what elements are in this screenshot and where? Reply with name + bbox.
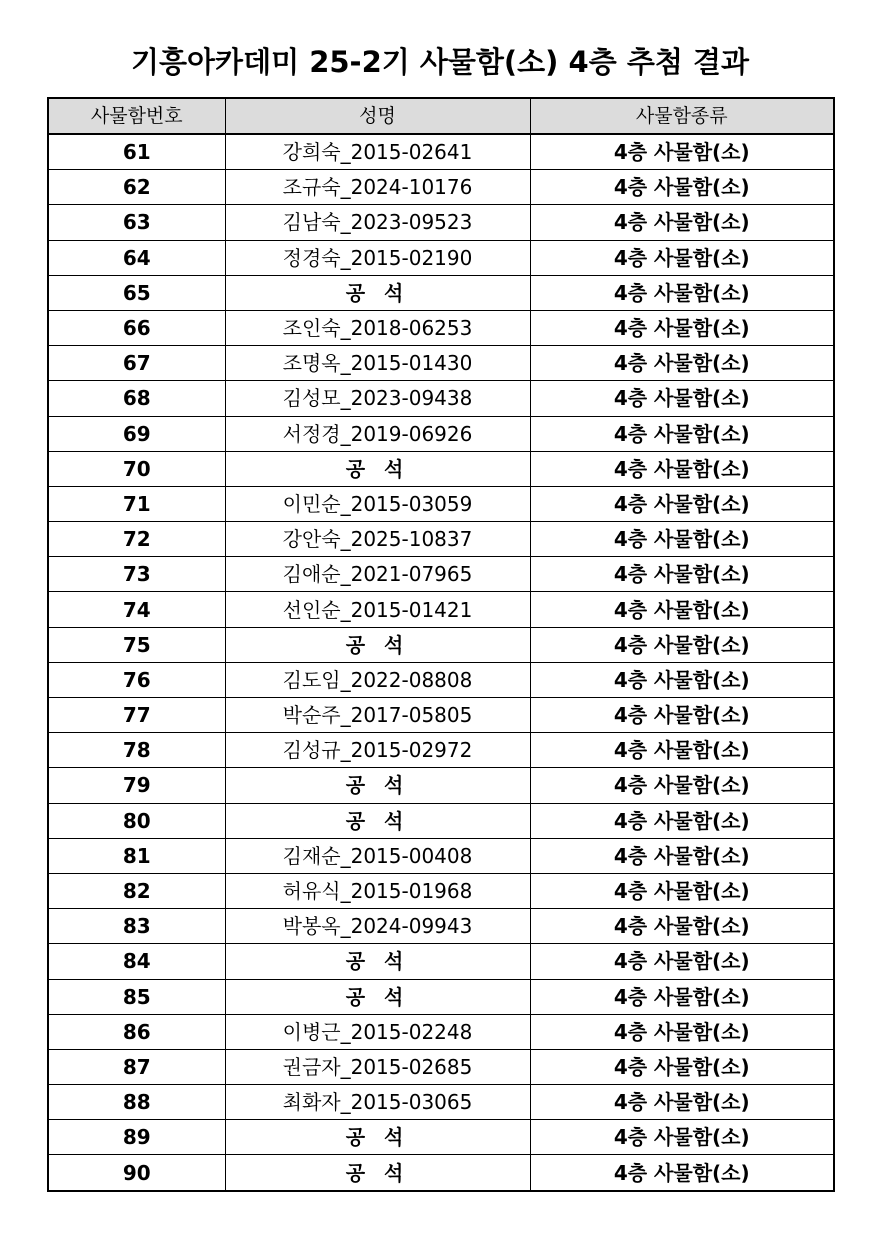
- member-name-cell: 강희숙_2015-02641: [225, 134, 530, 170]
- table-row: [48, 451, 834, 486]
- vacant-cell: 공 석: [225, 275, 530, 310]
- locker-type-cell: 4층 사물함(소): [530, 416, 834, 451]
- table-row: [48, 557, 834, 592]
- locker-type-cell: 4층 사물함(소): [530, 134, 834, 170]
- locker-type-cell: 4층 사물함(소): [530, 240, 834, 275]
- member-name-cell: 허유식_2015-01968: [225, 873, 530, 908]
- vacant-cell: 공 석: [225, 768, 530, 803]
- table-row: [48, 873, 834, 908]
- locker-type-cell: 4층 사물함(소): [530, 838, 834, 873]
- table-row: [48, 1049, 834, 1084]
- locker-number-cell: 64: [48, 240, 225, 275]
- header-locker-number: 사물함번호: [48, 98, 225, 134]
- locker-type-cell: 4층 사물함(소): [530, 979, 834, 1014]
- table-row: [48, 768, 834, 803]
- member-name-cell: 조명옥_2015-01430: [225, 346, 530, 381]
- table-row: [48, 205, 834, 240]
- table-row: [48, 275, 834, 310]
- member-name-cell: 권금자_2015-02685: [225, 1049, 530, 1084]
- locker-type-cell: 4층 사물함(소): [530, 451, 834, 486]
- member-name-cell: 이민순_2015-03059: [225, 486, 530, 521]
- member-name-cell: 김성규_2015-02972: [225, 733, 530, 768]
- member-name-cell: 이병근_2015-02248: [225, 1014, 530, 1049]
- locker-type-cell: 4층 사물함(소): [530, 909, 834, 944]
- locker-number-cell: 67: [48, 346, 225, 381]
- locker-number-cell: 72: [48, 522, 225, 557]
- locker-type-cell: 4층 사물함(소): [530, 627, 834, 662]
- locker-type-cell: 4층 사물함(소): [530, 557, 834, 592]
- vacant-cell: 공 석: [225, 1120, 530, 1155]
- table-row: [48, 592, 834, 627]
- table-row: [48, 1120, 834, 1155]
- member-name-cell: 조규숙_2024-10176: [225, 170, 530, 205]
- locker-type-cell: 4층 사물함(소): [530, 944, 834, 979]
- member-name-cell: 정경숙_2015-02190: [225, 240, 530, 275]
- locker-number-cell: 86: [48, 1014, 225, 1049]
- member-name-cell: 서정경_2019-06926: [225, 416, 530, 451]
- vacant-cell: 공 석: [225, 1155, 530, 1191]
- locker-number-cell: 87: [48, 1049, 225, 1084]
- locker-number-cell: 63: [48, 205, 225, 240]
- locker-number-cell: 77: [48, 698, 225, 733]
- page-title: 기흥아카데미 25-2기 사물함(소) 4층 추첨 결과: [131, 45, 749, 79]
- locker-type-cell: 4층 사물함(소): [530, 803, 834, 838]
- table-row: [48, 979, 834, 1014]
- locker-type-cell: 4층 사물함(소): [530, 873, 834, 908]
- table-row: [48, 310, 834, 345]
- locker-number-cell: 70: [48, 451, 225, 486]
- locker-type-cell: 4층 사물함(소): [530, 592, 834, 627]
- table-row: [48, 627, 834, 662]
- locker-number-cell: 65: [48, 275, 225, 310]
- member-name-cell: 김성모_2023-09438: [225, 381, 530, 416]
- locker-type-cell: 4층 사물함(소): [530, 768, 834, 803]
- member-name-cell: 김도임_2022-08808: [225, 662, 530, 697]
- vacant-cell: 공 석: [225, 979, 530, 1014]
- locker-type-cell: 4층 사물함(소): [530, 1155, 834, 1191]
- table-row: [48, 1085, 834, 1120]
- locker-type-cell: 4층 사물함(소): [530, 381, 834, 416]
- member-name-cell: 김남숙_2023-09523: [225, 205, 530, 240]
- member-name-cell: 박봉옥_2024-09943: [225, 909, 530, 944]
- member-name-cell: 강안숙_2025-10837: [225, 522, 530, 557]
- member-name-cell: 최화자_2015-03065: [225, 1085, 530, 1120]
- locker-number-cell: 88: [48, 1085, 225, 1120]
- vacant-cell: 공 석: [225, 803, 530, 838]
- locker-type-cell: 4층 사물함(소): [530, 1085, 834, 1120]
- locker-number-cell: 66: [48, 310, 225, 345]
- locker-number-cell: 84: [48, 944, 225, 979]
- locker-number-cell: 69: [48, 416, 225, 451]
- locker-number-cell: 85: [48, 979, 225, 1014]
- locker-type-cell: 4층 사물함(소): [530, 698, 834, 733]
- locker-number-cell: 80: [48, 803, 225, 838]
- table-header-row: [48, 98, 834, 134]
- table-row: [48, 346, 834, 381]
- header-name: 성명: [225, 98, 530, 134]
- table-row: [48, 838, 834, 873]
- table-row: [48, 416, 834, 451]
- locker-number-cell: 81: [48, 838, 225, 873]
- locker-number-cell: 61: [48, 134, 225, 170]
- locker-number-cell: 90: [48, 1155, 225, 1191]
- table-row: [48, 909, 834, 944]
- table-row: [48, 134, 834, 170]
- table-row: [48, 170, 834, 205]
- table-row: [48, 944, 834, 979]
- table-row: [48, 698, 834, 733]
- member-name-cell: 김재순_2015-00408: [225, 838, 530, 873]
- table-row: [48, 381, 834, 416]
- locker-type-cell: 4층 사물함(소): [530, 170, 834, 205]
- locker-number-cell: 83: [48, 909, 225, 944]
- table-row: [48, 803, 834, 838]
- locker-number-cell: 82: [48, 873, 225, 908]
- locker-number-cell: 78: [48, 733, 225, 768]
- table-row: [48, 1014, 834, 1049]
- table-row: [48, 486, 834, 521]
- table-row: [48, 733, 834, 768]
- locker-type-cell: 4층 사물함(소): [530, 1120, 834, 1155]
- vacant-cell: 공 석: [225, 451, 530, 486]
- locker-number-cell: 76: [48, 662, 225, 697]
- locker-type-cell: 4층 사물함(소): [530, 1014, 834, 1049]
- table-row: [48, 522, 834, 557]
- locker-type-cell: 4층 사물함(소): [530, 1049, 834, 1084]
- member-name-cell: 박순주_2017-05805: [225, 698, 530, 733]
- locker-type-cell: 4층 사물함(소): [530, 733, 834, 768]
- locker-number-cell: 68: [48, 381, 225, 416]
- header-locker-type: 사물함종류: [530, 98, 834, 134]
- locker-number-cell: 79: [48, 768, 225, 803]
- locker-number-cell: 71: [48, 486, 225, 521]
- table-row: [48, 662, 834, 697]
- locker-type-cell: 4층 사물함(소): [530, 275, 834, 310]
- table-row: [48, 240, 834, 275]
- locker-number-cell: 73: [48, 557, 225, 592]
- locker-type-cell: 4층 사물함(소): [530, 310, 834, 345]
- member-name-cell: 선인순_2015-01421: [225, 592, 530, 627]
- locker-number-cell: 62: [48, 170, 225, 205]
- locker-type-cell: 4층 사물함(소): [530, 662, 834, 697]
- locker-type-cell: 4층 사물함(소): [530, 205, 834, 240]
- locker-results-table: [47, 97, 835, 1192]
- locker-type-cell: 4층 사물함(소): [530, 522, 834, 557]
- locker-number-cell: 89: [48, 1120, 225, 1155]
- vacant-cell: 공 석: [225, 627, 530, 662]
- locker-number-cell: 75: [48, 627, 225, 662]
- member-name-cell: 김애순_2021-07965: [225, 557, 530, 592]
- locker-type-cell: 4층 사물함(소): [530, 486, 834, 521]
- vacant-cell: 공 석: [225, 944, 530, 979]
- locker-number-cell: 74: [48, 592, 225, 627]
- locker-type-cell: 4층 사물함(소): [530, 346, 834, 381]
- member-name-cell: 조인숙_2018-06253: [225, 310, 530, 345]
- table-row: [48, 1155, 834, 1191]
